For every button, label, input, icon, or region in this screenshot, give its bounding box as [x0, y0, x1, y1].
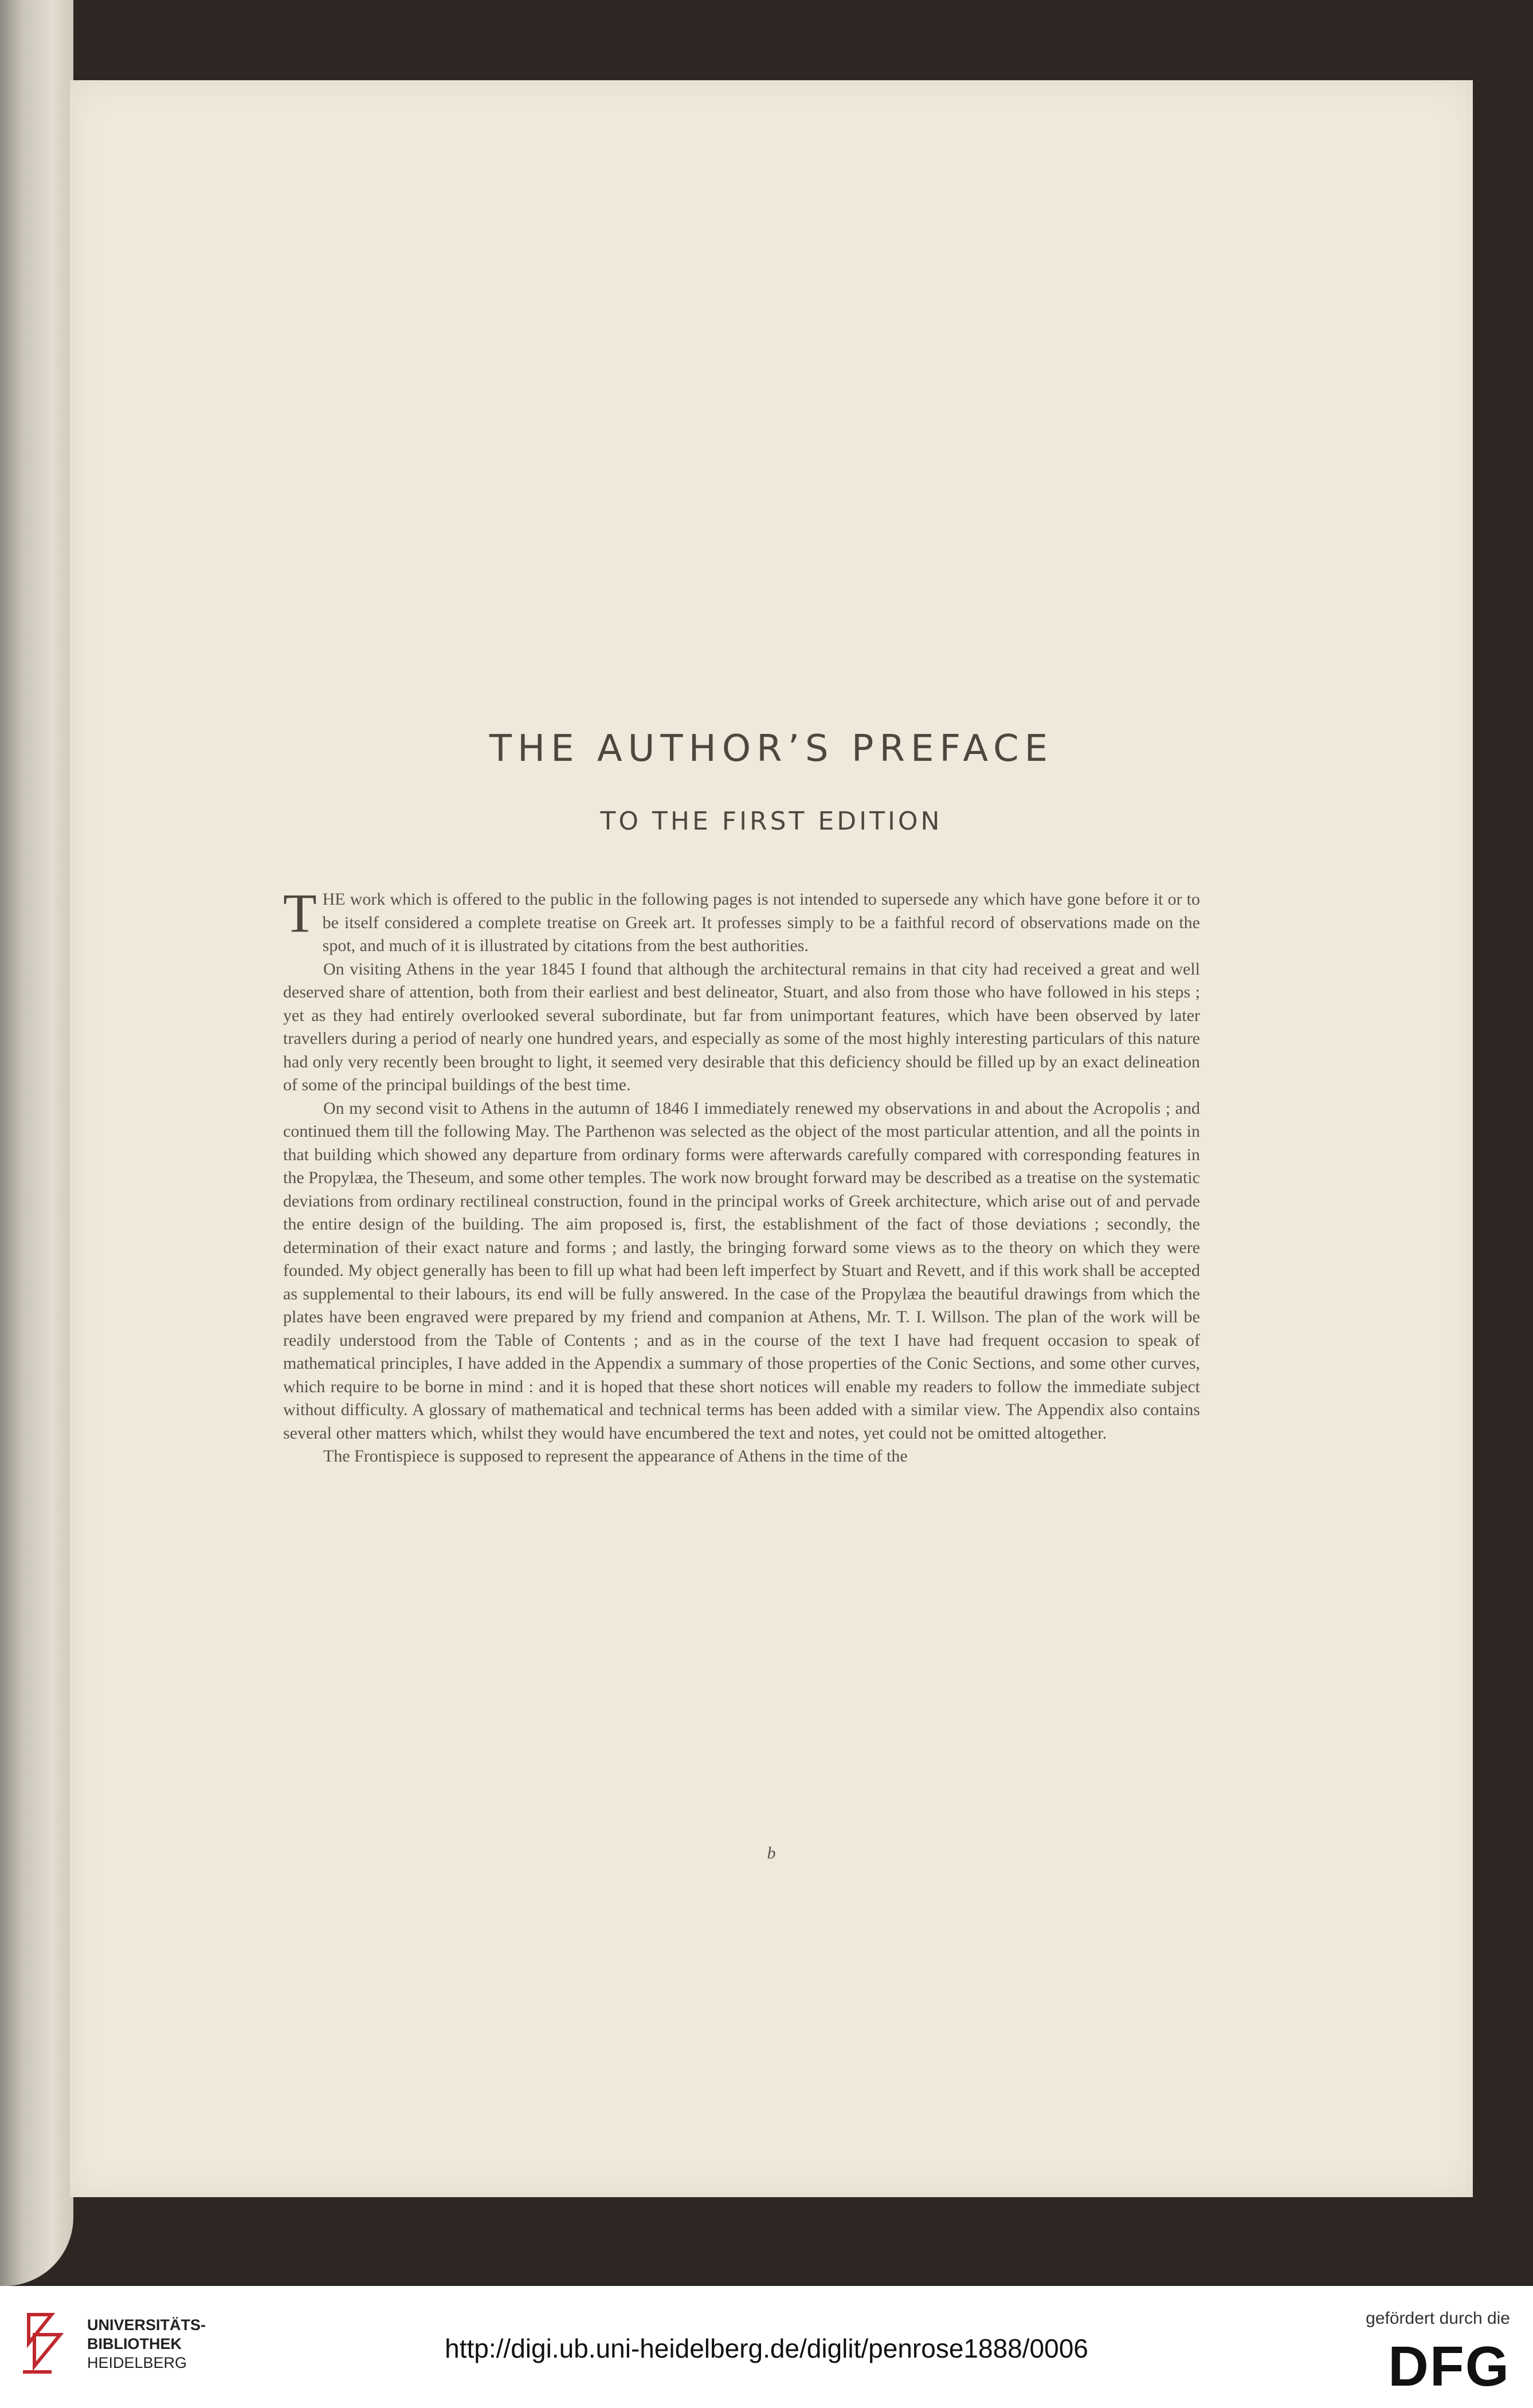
page-url-link[interactable]: http://digi.ub.uni-heidelberg.de/diglit/penrose1888/0006: [445, 2334, 1088, 2363]
preface-body: [283, 882, 1200, 1468]
scanned-page: [70, 80, 1473, 2197]
paragraph-3: On my second visit to Athens in the autumn of 1846 I immediately renewed my observations in and about the Acropolis ; and continued them till the following May. The Parthenon was selected as the object of the most particular attention, and all the points in that building which showed any departure from ordinary forms were afterwards carefully compared with corresponding features in the Propylæa, the Theseum, and some other temples. The work now brought forward may be described as a treatise on the systematic deviations from ordinary rectilineal construction, found in the principal works of Greek architecture, which arise out of and pervade the entire design of the building. The aim proposed is, first, the establishment of the fact of those deviations ; secondly, the determination of their exact nature and forms ; and lastly, the bringing forward some views as to the theory on which they were founded. My object generally has been to fill up what had been left imperfect by Stuart and Revett, and if this work shall be accepted as supplemental to their labours, its end will be fully answered. In the case of the Propylæa the beautiful drawings from which the plates have been engraved were prepared by my friend and companion at Athens, Mr. T. I. Willson. The plan of the work will be readily understood from the Table of Contents ; and as in the course of the text I have had frequent occasion to speak of mathematical principles, I have added in the Appendix a summary of those properties of the Conic Sections, and some other curves, which require to be borne in mind : and it is hoped that these short notices will enable my readers to follow the immediate subject without difficulty. A glossary of mathematical and technical terms has been added with a similar view. The Appendix also contains several other matters which, whilst they would have encumbered the text and notes, yet could not be omitted altogether.: [283, 1098, 1200, 1443]
funded-by-label: gefördert durch die: [1366, 2309, 1510, 2328]
paragraph-4: The Frontispiece is supposed to represent the appearance of Athens in the time of the: [323, 1447, 908, 1466]
dfg-logo[interactable]: DFG: [1388, 2335, 1510, 2398]
book-page-edge: [0, 0, 73, 2286]
library-name-line-3: HEIDELBERG: [87, 2354, 187, 2371]
page-title: THE AUTHOR’S PREFACE: [489, 728, 1054, 770]
drop-cap: T: [283, 882, 317, 944]
paragraph-1-text: HE work which is offered to the public in the following pages is not intended to supersede any which have gone before it or to be itself considered a complete treatise on Greek art. It professes simply to be a faithful record of observations made on the spot, and much of it is illustrated by citations from the best authorities.: [322, 890, 1200, 955]
footer-bar: [0, 2286, 1533, 2408]
library-name-line-1: UNIVERSITÄTS-: [87, 2316, 206, 2334]
signature-mark: b: [767, 1844, 776, 1863]
page-subtitle: TO THE FIRST EDITION: [600, 807, 943, 836]
library-name-line-2: BIBLIOTHEK: [87, 2335, 182, 2352]
paragraph-1: [283, 882, 1200, 958]
paragraph-2: On visiting Athens in the year 1845 I found that although the architectural remains in that city had received a great and well deserved share of attention, both from their earliest and best delineator, Stuart, and also from those who have followed in his steps ; yet as they had entirely overlooked several subordinate, but far from unimportant features, which have been observed by later travellers during a period of nearly one hundred years, and especially as some of the most highly interesting particulars of this nature had only very recently been brought to light, it seemed very desirable that this deficiency should be filled up by an exact delineation of some of the principal buildings of the best time.: [283, 959, 1200, 1094]
